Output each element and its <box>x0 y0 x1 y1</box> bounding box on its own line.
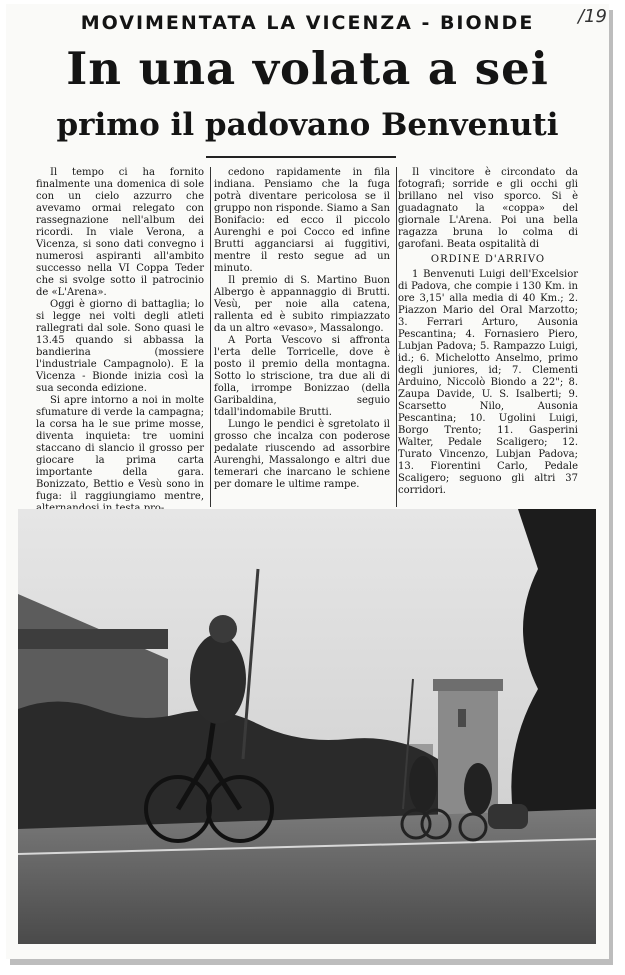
col2-paragraph: A Porta Vescovo si affronta l'erta delle Torricelle, dove è posto il premio della montagna. Sotto lo striscione, tra due ali di folla, irrompe Bonizzao (della Garibaldina, seguio tdall'indomabile Brutti. <box>214 335 390 418</box>
col3-paragraph: Il vincitore è circondato da fotografi; sorride e gli occhi gli brillano nel viso sporco. Si è guadagnato la «coppa» del giornale L'Arena. Poi una bella ragazza bruna lo colma di garofani. Beata ospitalità di <box>398 167 578 250</box>
headline-line-2: primo il padovano Benvenuti <box>56 107 559 143</box>
newspaper-clipping <box>6 4 609 959</box>
results-list: 1 Benvenuti Luigi dell'Excelsior di Padova, che compie i 130 Km. in ore 3,15' alla media di 40 Km.; 2. Piazzon Mario del Oral Marzotto; 3. Ferrari Arturo, Ausonia Pescantina; 4. Fornasiero Piero, Lubjan Padova; 5. Rampazzo Luigi, id.; 6. Michelotto Anselmo, primo degli juniores, id; 7. Clementi Arduino, Niccolò Biondo a 22"; 8. Zaupa Davide, U. S. Isalberti; 9. Scarsetto Nilo, Ausonia Pescantina; 10. Ugolini Luigi, Borgo Trento; 11. Gasperini Walter, Pedale Scaligero; 12. Turato Vincenzo, Lubjan Padova; 13. Fiorentini Carlo, Pedale Scaligero; seguono gli altri 37 corridori. <box>398 269 578 496</box>
article-column-3 <box>398 167 578 507</box>
col1-paragraph: Il tempo ci ha fornito finalmente una domenica di sole con un cielo azzurro che avevamo ormai relegato con rassegnazione nell'album dei ricordi. In viale Verona, a Vicenza, si sono dati convegno i numerosi aspiranti all'ambito successo nella VI Coppa Teder che si svolge sotto il patrocinio de «L'Arena». <box>36 167 204 298</box>
col1-paragraph: Si apre intorno a noi in molte sfumature di verde la campagna; la corsa ha le sue prime mosse, diventa inquieta: tre uomini staccano di slancio il grosso per giocare la prima carta importante della gara. Bonizzato, Bettio e Vesù sono in fuga: il raggiungiamo mentre, <box>36 395 204 502</box>
article-column-1 <box>36 167 211 507</box>
article-column-2 <box>214 167 397 507</box>
col2-paragraph: Lungo le pendici è sgretolato il grosso che incalza con poderose pedalate riuscendo ad assorbire Aurenghi, Massalongo e altri due temerari che inarcano le schiene per domare le ultime rampe. <box>214 419 390 490</box>
kicker-title: MOVIMENTATA LA VICENZA - BIONDE <box>80 12 535 34</box>
col1-paragraph: Oggi è giorno di battaglia; lo si legge nei volti degli atleti rallegrati dal sole. Sono quasi le 13.45 quando si abbassa la bandierina (mossiere l'industriale Campagnolo). E la Vicenza - Bionde inizia così la sua seconda edizione. <box>36 299 204 394</box>
archive-reference: /19 <box>578 6 607 27</box>
results-title: ORDINE D'ARRIVO <box>430 254 546 265</box>
col2-paragraph: Il premio di S. Martino Buon Albergo è appannaggio di Brutti. Vesù, per noie alla catena, rallenta ed è subito rimpiazzato da un altro «evaso», Massalongo. <box>214 275 390 334</box>
headline-line-1: In una volata a sei <box>66 42 549 95</box>
car-icon <box>488 804 528 829</box>
headline-rule <box>206 156 396 158</box>
col2-paragraph: cedono rapidamente in fila indiana. Pensiamo che la fuga potrà diventare pericolosa se il gruppo non risponde. Siamo a San Bonifacio: ed ecco il piccolo Aurenghi e poi Cocco ed infine Brutti agganciarsi ai fuggitivi, mentre il resto segue ad un minuto. <box>214 167 390 274</box>
race-photo <box>18 509 596 944</box>
